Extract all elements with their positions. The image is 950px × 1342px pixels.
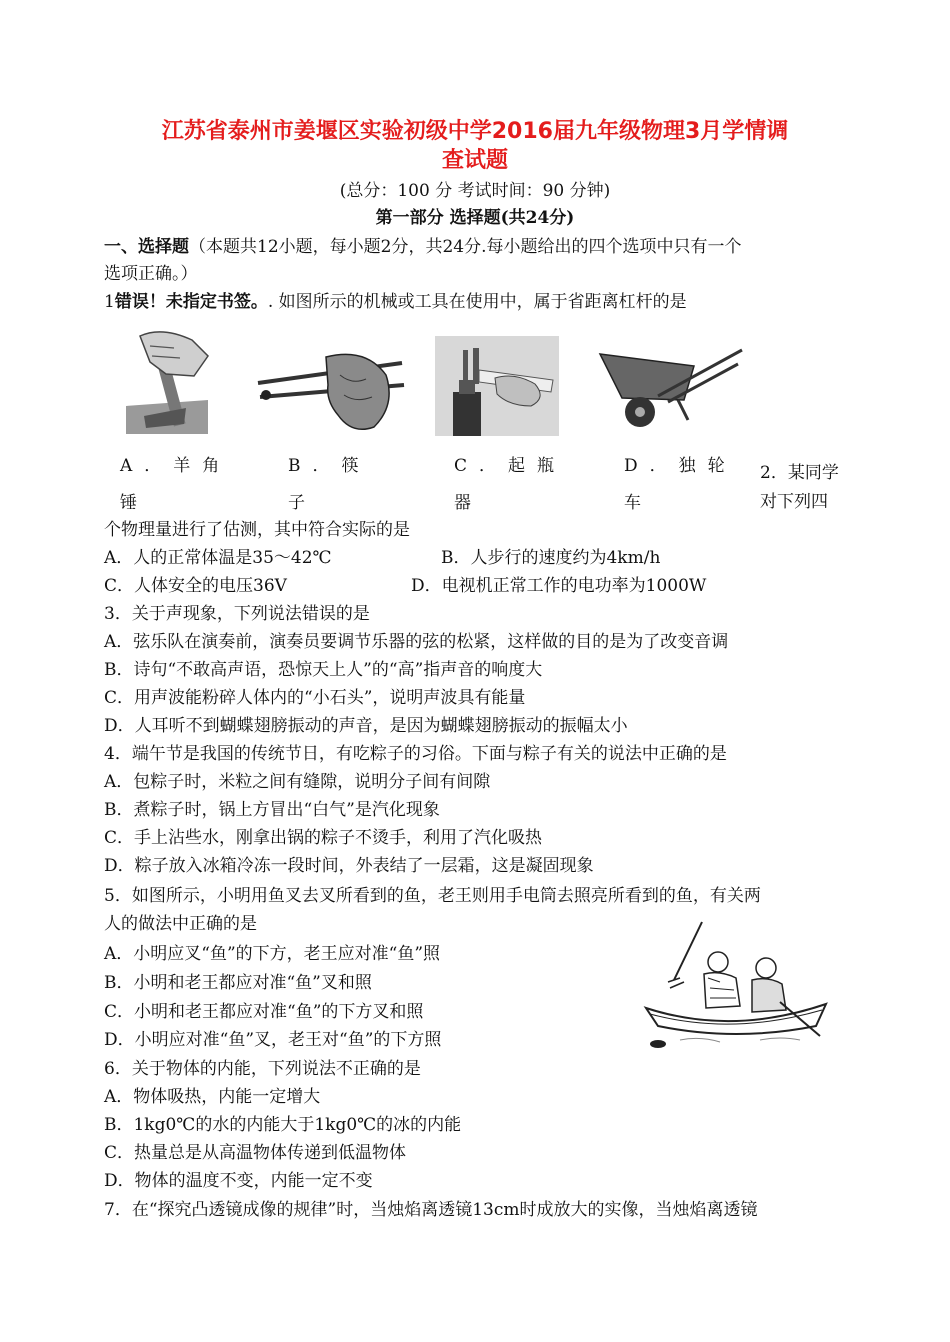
question-5-option-d: D．小明应对准“鱼”叉，老王对“鱼”的下方照 [104, 1030, 442, 1050]
question-3-option-c: C．用声波能粉碎人体内的“小石头”，说明声波具有能量 [104, 688, 526, 708]
question-4-option-d: D．粽子放入冰箱冷冻一段时间，外表结了一层霜，这是凝固现象 [104, 856, 594, 876]
question-3-stem: 3．关于声现象，下列说法错误的是 [104, 604, 370, 624]
question-4-option-b: B．煮粽子时，锅上方冒出“白气”是汽化现象 [104, 800, 440, 820]
section-desc: （本题共12小题，每小题2分，共24分.每小题给出的四个选项中只有一个 [189, 237, 742, 257]
question-6-stem: 6．关于物体的内能，下列说法不正确的是 [104, 1059, 421, 1079]
question-6-option-c: C．热量总是从高温物体传递到低温物体 [104, 1143, 407, 1163]
document-title-line2: 查试题 [441, 148, 508, 173]
question-2-option-c: C．人体安全的电压36V [104, 576, 287, 596]
question-3-option-a: A．弦乐队在演奏前，演奏员要调节乐器的弦的松紧，这样做的目的是为了改变音调 [104, 632, 729, 652]
question-4-stem: 4．端午节是我国的传统节日，有吃粽子的习俗。下面与粽子有关的说法中正确的是 [104, 744, 727, 764]
option-1a-cont: 锤 [120, 493, 137, 513]
question-3-option-b: B．诗句“不敢高声语，恐惊天上人”的“高”指声音的响度大 [104, 660, 543, 680]
section-desc-cont: 选项正确。） [104, 264, 198, 284]
question-5-option-a: A．小明应叉“鱼”的下方，老王应对准“鱼”照 [104, 944, 441, 964]
question-5-option-c: C．小明和老王都应对准“鱼”的下方叉和照 [104, 1002, 424, 1022]
question-2-option-b: B．人步行的速度约为4km/h [441, 548, 661, 568]
question-5-stem-1: 5．如图所示，小明用鱼叉去叉所看到的鱼，老王则用手电筒去照亮所看到的鱼，有关两 [104, 886, 761, 906]
question-6-option-b: B．1kg0℃的水的内能大于1kg0℃的冰的内能 [104, 1115, 462, 1135]
question-6-option-a: A．物体吸热，内能一定增大 [104, 1087, 321, 1107]
question-7-stem: 7．在“探究凸透镜成像的规律”时，当烛焰离透镜13cm时成放大的实像，当烛焰离透镜 [104, 1200, 758, 1220]
section-label: 一、选择题 [104, 237, 189, 257]
question-3-option-d: D．人耳听不到蝴蝶翅膀振动的声音，是因为蝴蝶翅膀振动的振幅太小 [104, 716, 628, 736]
chopsticks-figure [256, 345, 406, 433]
part-heading: 第一部分 选择题(共24分) [375, 208, 575, 228]
question-4-option-a: A．包粽子时，米粒之间有缝隙，说明分子间有间隙 [104, 772, 491, 792]
section-intro [104, 237, 741, 257]
question-4-option-c: C．手上沾些水，刚拿出锅的粽子不烫手，利用了汽化吸热 [104, 828, 543, 848]
option-1c-label: C．起瓶 [454, 456, 567, 476]
hammer-figure [122, 326, 214, 436]
question-5-stem-2: 人的做法中正确的是 [104, 914, 257, 934]
fishing-boat-figure [640, 918, 832, 1050]
question-text: . 如图所示的机械或工具在使用中，属于省距离杠杆的是 [267, 292, 687, 312]
question-5-option-b: B．小明和老王都应对准“鱼”叉和照 [104, 973, 372, 993]
question-1-stem [104, 292, 687, 312]
document-title-line1: 江苏省泰州市姜堰区实验初级中学2016届九年级物理3月学情调 [161, 119, 789, 144]
bookmark-error: 错误！未指定书签。 [114, 292, 268, 312]
question-2-stem-b: 对下列四 [760, 492, 828, 512]
option-1c-cont: 器 [454, 493, 471, 513]
option-1a-label: A．羊角 [120, 456, 232, 476]
wheelbarrow-figure [598, 346, 744, 432]
question-2-stem-c: 个物理量进行了估测，其中符合实际的是 [104, 520, 410, 540]
question-6-option-d: D．物体的温度不变，内能一定不变 [104, 1171, 373, 1191]
question-2-option-d: D．电视机正常工作的电功率为1000W [411, 576, 707, 596]
option-1d-cont: 车 [624, 493, 641, 513]
question-2-stem-a: 2．某同学 [760, 463, 839, 483]
bottle-opener-figure [435, 336, 559, 436]
question-2-option-a: A．人的正常体温是35～42℃ [104, 548, 332, 568]
option-1b-label: B．筷 [288, 456, 371, 476]
option-1b-cont: 子 [288, 493, 305, 513]
question-number: 1 [104, 292, 115, 312]
exam-info: (总分：100 分 考试时间：90 分钟) [339, 181, 611, 201]
option-1d-label: D．独轮 [624, 456, 737, 476]
